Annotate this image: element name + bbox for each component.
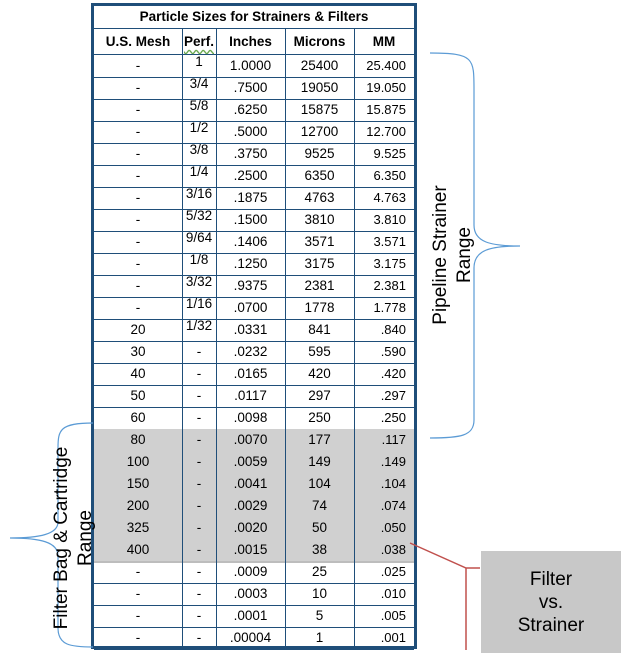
mm-cell: .590 — [380, 344, 406, 359]
microns-cell: 12700 — [300, 124, 339, 139]
mesh-cell: - — [135, 80, 141, 95]
perf-cell: - — [196, 388, 202, 403]
perf-cell: 5/8 — [189, 98, 209, 113]
microns-cell: 1 — [315, 630, 324, 645]
microns-cell: 25400 — [300, 58, 339, 73]
inches-cell: .0020 — [233, 520, 268, 535]
inches-cell: .0165 — [233, 366, 268, 381]
microns-cell: 3175 — [304, 256, 335, 271]
pipeline-strainer-label-line: Pipeline Strainer — [430, 185, 451, 325]
microns-cell: 104 — [308, 476, 331, 491]
inches-cell: .0015 — [233, 542, 268, 557]
inches-cell: .1406 — [233, 234, 268, 249]
header-inches: Inches — [216, 29, 285, 55]
connector-line — [410, 543, 480, 650]
mesh-cell: - — [135, 608, 141, 623]
mm-cell: 12.700 — [366, 124, 406, 139]
callout-line-strainer: Strainer — [517, 614, 585, 636]
perf-cell: 1/16 — [185, 296, 213, 311]
mm-cell: 3.175 — [373, 256, 406, 271]
mesh-cell: 40 — [130, 366, 146, 381]
mesh-cell: - — [135, 124, 141, 139]
inches-cell: .9375 — [233, 278, 268, 293]
pipeline-strainer-range-label — [429, 155, 477, 355]
microns-cell: 3571 — [304, 234, 335, 249]
mm-cell: .005 — [380, 608, 406, 623]
mesh-cell: - — [135, 190, 141, 205]
inches-cell: .0098 — [233, 410, 268, 425]
mesh-cell: 20 — [130, 322, 146, 337]
perf-cell: - — [196, 564, 202, 579]
mm-cell: .010 — [380, 586, 406, 601]
microns-cell: 25 — [311, 564, 328, 579]
inches-cell: .5000 — [233, 124, 268, 139]
microns-cell: 15875 — [300, 102, 339, 117]
pipeline-range-label-line: Range — [454, 227, 475, 283]
filter-bag-cartridge-range-label — [50, 428, 98, 648]
inches-cell: .0029 — [233, 498, 268, 513]
mesh-cell: - — [135, 256, 141, 271]
perf-cell: 5/32 — [185, 208, 213, 223]
mesh-cell: 100 — [126, 454, 150, 469]
mm-cell: 3.571 — [373, 234, 406, 249]
inches-cell: .0009 — [233, 564, 268, 579]
mm-cell: .840 — [380, 322, 406, 337]
mesh-cell: 325 — [126, 520, 150, 535]
inches-cell: .0700 — [233, 300, 268, 315]
perf-cell: - — [196, 520, 202, 535]
perf-cell: - — [196, 476, 202, 491]
perf-cell: - — [196, 344, 202, 359]
inches-cell: .1500 — [233, 212, 268, 227]
perf-cell: - — [196, 630, 202, 645]
microns-cell: 1778 — [304, 300, 335, 315]
microns-cell: 177 — [308, 432, 331, 447]
mm-cell: .297 — [380, 388, 406, 403]
microns-cell: 38 — [311, 542, 328, 557]
mesh-cell: 200 — [126, 498, 150, 513]
inches-cell: .1250 — [233, 256, 268, 271]
callout-line-filter: Filter — [529, 568, 573, 590]
microns-cell: 5 — [315, 608, 324, 623]
mesh-cell: - — [135, 630, 141, 645]
inches-cell: .0117 — [234, 388, 267, 403]
mesh-cell: - — [135, 586, 141, 601]
inches-cell: .1875 — [233, 190, 268, 205]
mm-cell: .104 — [380, 476, 406, 491]
mm-cell: .420 — [380, 366, 406, 381]
microns-cell: 2381 — [304, 278, 335, 293]
microns-cell: 10 — [311, 586, 328, 601]
mesh-cell: 60 — [130, 410, 146, 425]
mm-cell: .038 — [380, 542, 406, 557]
mm-cell: 15.875 — [366, 102, 406, 117]
mesh-cell: - — [135, 564, 141, 579]
mesh-cell: - — [135, 168, 141, 183]
header-microns: Microns — [285, 29, 354, 55]
microns-cell: 149 — [308, 454, 331, 469]
mesh-cell: 50 — [130, 388, 146, 403]
mm-cell: 2.381 — [373, 278, 406, 293]
mm-cell: .117 — [381, 432, 406, 447]
perf-cell: 3/8 — [189, 142, 209, 157]
inches-cell: .7500 — [233, 80, 268, 95]
filter-vs-strainer-box — [481, 551, 621, 653]
perf-cell: - — [196, 366, 202, 381]
inches-cell: .0059 — [233, 454, 268, 469]
microns-cell: 4763 — [304, 190, 335, 205]
microns-cell: 250 — [308, 410, 331, 425]
filter-bag-label-line: Filter Bag & Cartridge — [51, 446, 72, 630]
perf-cell: 1/2 — [189, 120, 209, 135]
header-mm: MM — [354, 29, 414, 55]
inches-cell: .0041 — [233, 476, 268, 491]
mesh-cell: - — [135, 58, 141, 73]
mm-cell: 9.525 — [373, 146, 406, 161]
inches-cell: .0070 — [233, 432, 268, 447]
mm-cell: 25.400 — [366, 58, 406, 73]
mm-cell: 3.810 — [373, 212, 406, 227]
perf-cell: - — [196, 498, 202, 513]
perf-cell: 3/32 — [185, 274, 213, 289]
perf-cell: - — [196, 454, 202, 469]
mesh-cell: 30 — [130, 344, 146, 359]
mesh-cell: - — [135, 278, 141, 293]
perf-cell: - — [196, 586, 202, 601]
inches-cell: .3750 — [233, 146, 268, 161]
microns-cell: 420 — [308, 366, 331, 381]
microns-cell: 297 — [308, 388, 331, 403]
callout-line-vs: vs. — [538, 591, 564, 613]
microns-cell: 9525 — [304, 146, 335, 161]
mm-cell: .149 — [380, 454, 406, 469]
mesh-cell: - — [135, 300, 141, 315]
perf-cell: - — [196, 608, 202, 623]
filter-range-label-line: Range — [75, 510, 96, 566]
mm-cell: 4.763 — [373, 190, 406, 205]
mm-cell: 1.778 — [373, 300, 406, 315]
mesh-cell: 150 — [126, 476, 150, 491]
mm-cell: 19.050 — [366, 80, 406, 95]
microns-cell: 74 — [311, 498, 328, 513]
perf-cell: - — [196, 542, 202, 557]
mm-cell: .250 — [380, 410, 406, 425]
perf-cell: 1/4 — [189, 164, 209, 179]
perf-cell: 3/16 — [185, 186, 213, 201]
header-us-mesh: U.S. Mesh — [94, 29, 182, 55]
inches-cell: .6250 — [233, 102, 268, 117]
mm-cell: .025 — [380, 564, 406, 579]
mm-cell: .074 — [380, 498, 406, 513]
inches-cell: .0003 — [233, 586, 268, 601]
perf-cell: 1/8 — [189, 252, 209, 267]
mesh-cell: - — [135, 146, 141, 161]
perf-cell: 3/4 — [189, 76, 209, 91]
perf-cell: 1 — [195, 54, 203, 69]
perf-cell: - — [196, 432, 202, 447]
inches-cell: .0331 — [233, 322, 268, 337]
microns-cell: 3810 — [304, 212, 335, 227]
microns-cell: 6350 — [304, 168, 335, 183]
mm-cell: .001 — [380, 630, 406, 645]
perf-cell: 9/64 — [185, 230, 213, 245]
mesh-cell: - — [135, 212, 141, 227]
inches-cell: .0001 — [233, 608, 268, 623]
inches-cell: 1.0000 — [229, 58, 272, 73]
table-title: Particle Sizes for Strainers & Filters — [94, 6, 414, 29]
microns-cell: 595 — [308, 344, 331, 359]
inches-cell: .0232 — [233, 344, 268, 359]
microns-cell: 19050 — [300, 80, 339, 95]
inches-cell: .00004 — [229, 630, 272, 645]
perf-cell: 1/32 — [185, 318, 213, 333]
microns-cell: 50 — [311, 520, 328, 535]
mm-cell: 6.350 — [373, 168, 406, 183]
perf-cell: - — [196, 410, 202, 425]
mesh-cell: 400 — [126, 542, 150, 557]
header-perf: Perf. — [182, 29, 216, 55]
mm-cell: .050 — [380, 520, 406, 535]
mesh-cell: - — [135, 234, 141, 249]
inches-cell: .2500 — [233, 168, 268, 183]
mesh-cell: 80 — [130, 432, 146, 447]
microns-cell: 841 — [308, 322, 331, 337]
mesh-cell: - — [135, 102, 141, 117]
